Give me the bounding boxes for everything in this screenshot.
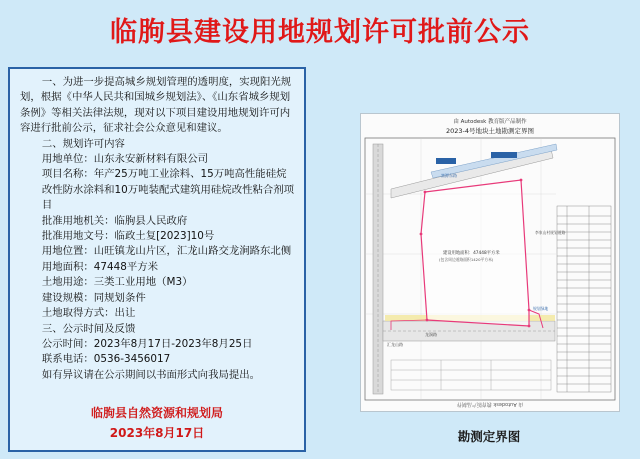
map-footer-small: 由 Autodesk 教育版产品制作 (456, 401, 524, 407)
signature-date: 2023年8月17日 (109, 426, 205, 440)
notice-period: 公示时间：2023年8月17日-2023年8月25日 (41, 337, 253, 350)
notice-project: 项目名称：年产25万吨工业涂料、15万吨高性能硅烷改性防水涂料和10万吨装配式建筑用硅烷改性粘合剂项目 (41, 168, 295, 212)
map-road-a: 富源东路 (441, 173, 457, 178)
map-road-b: 龙涧路 (425, 332, 437, 337)
map-caption: 勘测定界图 (457, 429, 521, 444)
notice-approval-org: 批准用地机关：临朐县人民政府 (41, 214, 188, 227)
notice-location: 用地位置：山旺镇龙山片区，汇龙山路交龙涧路东北侧 (41, 245, 292, 258)
map-road-c: 汇龙山路 (387, 342, 403, 347)
page-title: 临朐县建设用地规划许可批前公示 (110, 17, 530, 48)
notice-area: 用地面积：47448平方米 (41, 260, 159, 273)
notice-section-permit: 二、规划许可内容 (41, 137, 125, 150)
map-village-road: 李家山村规划道路 (535, 230, 566, 235)
map-parcel-label: 建设用地面积：47448平方米 (443, 251, 500, 256)
map-title: 2023-4号地块土地勘测定界图 (445, 127, 535, 135)
notice-panel (8, 67, 306, 452)
map-header-small: 由 Autodesk 教育版产品制作 (453, 119, 527, 125)
notice-phone: 联系电话：0536-3456017 (41, 353, 171, 366)
map-green-label: 规划绿地 (533, 306, 549, 311)
notice-approval-doc: 批准用地文号：临政土复[2023]10号 (41, 230, 215, 243)
notice-land-use: 土地用途：三类工业用地（M3） (41, 276, 193, 289)
notice-intro: 一、为进一步提高城乡规划管理的透明度，实现阳光规划，根据《中华人民共和国城乡规划法》、《山东省城乡规划条例》等相关法律法规，现对以下项目建设用地规划许可内容进行批前公示，征求社会公众意见和建议。 (20, 76, 292, 135)
map-left-road (373, 144, 383, 394)
notice-acquisition: 土地取得方式：出让 (41, 307, 136, 320)
signature-org: 临朐县自然资源和规划局 (90, 406, 223, 420)
map-parcel-sub: (包含周边道路面积1420平方米) (439, 257, 494, 262)
notice-applicant: 用地单位：山东永安新材料有限公司 (41, 153, 209, 166)
notice-section-period: 三、公示时间及反馈 (41, 322, 136, 335)
map-legend-strip (391, 360, 551, 390)
notice-conditions: 建设规模：同规划条件 (41, 291, 146, 304)
survey-map-drawing (361, 114, 619, 411)
notice-feedback: 如有异议请在公示期间以书面形式向我局提出。 (41, 368, 261, 381)
survey-map (360, 113, 620, 412)
